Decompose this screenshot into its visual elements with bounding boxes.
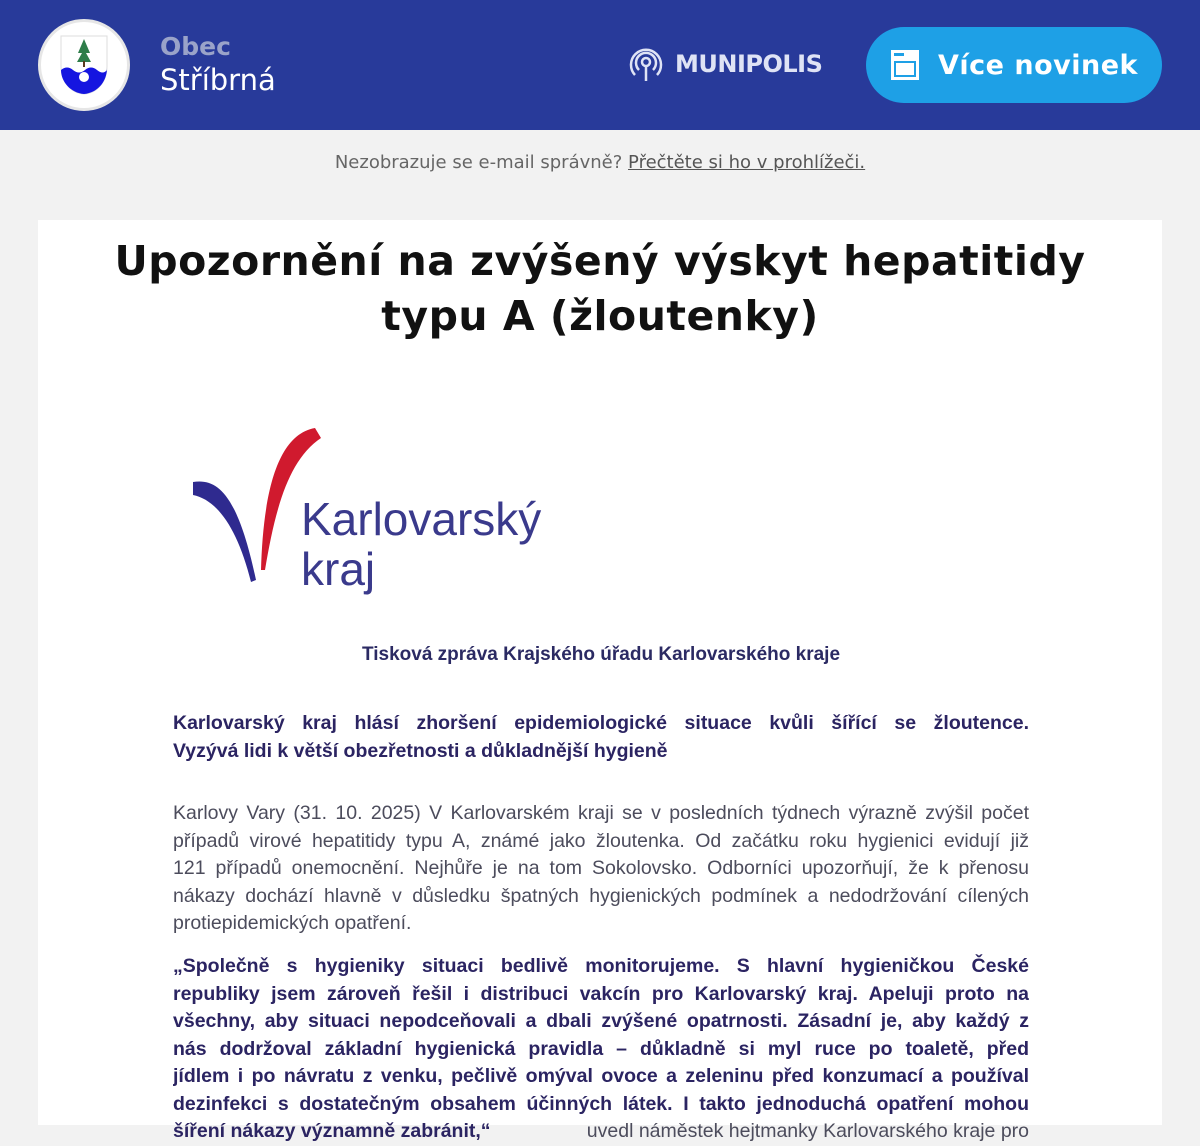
lead-paragraph xyxy=(173,710,1029,765)
body-line: 121 případů onemocnění. Nejhůře je na tom Sokolovsko. Odborníci upozorňují, že k přenosu xyxy=(173,857,1029,879)
press-release-subtitle: Tisková zpráva Krajského úřadu Karlovarského kraje xyxy=(361,644,841,665)
quote-line: republiky jsem zároveň řešil i distribuci vakcín pro Karlovarský kraj. Apeluji proto na xyxy=(173,982,1029,1005)
more-news-label: Více novinek xyxy=(938,49,1138,81)
more-news-button[interactable] xyxy=(866,27,1162,103)
karlovarsky-kraj-logo xyxy=(193,420,593,605)
article-title: Upozornění na zvýšený výskyt hepatitidy typu A (žloutenky) xyxy=(114,237,1086,340)
quote-line: jídlem i po návratu z venku, pečlivě omýval ovoce a zeleninu před konzumací a používal xyxy=(173,1065,1029,1087)
notice-text: Nezobrazuje se e-mail správně? xyxy=(334,152,623,173)
view-in-browser-link[interactable]: Přečtěte si ho v prohlížeči. xyxy=(628,152,866,173)
logo-text-2: kraj xyxy=(301,543,376,595)
broadcast-icon xyxy=(627,45,665,83)
munipolis-text: MUNIPOLIS xyxy=(675,50,823,78)
quote-line: dezinfekci s dostatečným obsahem účinných látek. I takto jednoduchá opatření mohou xyxy=(173,1092,1029,1115)
article-card xyxy=(38,220,1162,1142)
munipolis-logo[interactable] xyxy=(627,45,822,83)
body-line: nákazy dochází hlavně v důsledku špatných hygienických podmínek a nedodržování cílených xyxy=(173,884,1029,907)
town-name xyxy=(160,32,276,97)
quote-attribution: uvedl náměstek hejtmanky Karlovarského kraje pro xyxy=(586,1120,1029,1142)
lead-line: Karlovarský kraj hlásí zhoršení epidemiologické situace kvůli šířící se žloutence. xyxy=(173,712,1029,734)
quote-paragraph xyxy=(173,953,1029,1146)
body-line: Karlovy Vary (31. 10. 2025) V Karlovarském kraji se v posledních týdnech výrazně zvýšil počet xyxy=(173,802,1029,824)
logo-text-1: Karlovarský xyxy=(301,493,542,545)
quote-line xyxy=(173,1118,1029,1146)
crest-icon xyxy=(59,34,109,96)
quote-line: nás dodržoval základní hygienická pravidla – důkladně si myl ruce po toaletě, před xyxy=(173,1037,1029,1060)
view-in-browser-notice xyxy=(0,152,1200,173)
town-crest-logo[interactable] xyxy=(38,19,130,111)
lead-line: Vyzývá lidi k větší obezřetnosti a důkladnější hygieně xyxy=(173,739,668,762)
quote-line: všechny, aby situaci nepodceňovali a dbali zvýšené opatrnosti. Zásadní je, aby každý z xyxy=(173,1010,1029,1032)
newspaper-icon xyxy=(890,49,920,81)
body-line: protiepidemických opatření. xyxy=(173,912,412,934)
body-line: případů virové hepatitidy typu A, známé jako žloutenka. Od začátku roku hygienici evidují již xyxy=(173,829,1029,852)
town-title: Stříbrná xyxy=(160,63,276,97)
body-paragraph xyxy=(173,800,1029,938)
quote-line: „Společně s hygieniky situaci bedlivě monitorujeme. S hlavní hygieničkou České xyxy=(173,955,1029,977)
quote-bold-end: šíření nákazy významně zabránit,“ xyxy=(173,1120,491,1142)
town-label: Obec xyxy=(160,32,231,61)
header xyxy=(0,0,1200,130)
